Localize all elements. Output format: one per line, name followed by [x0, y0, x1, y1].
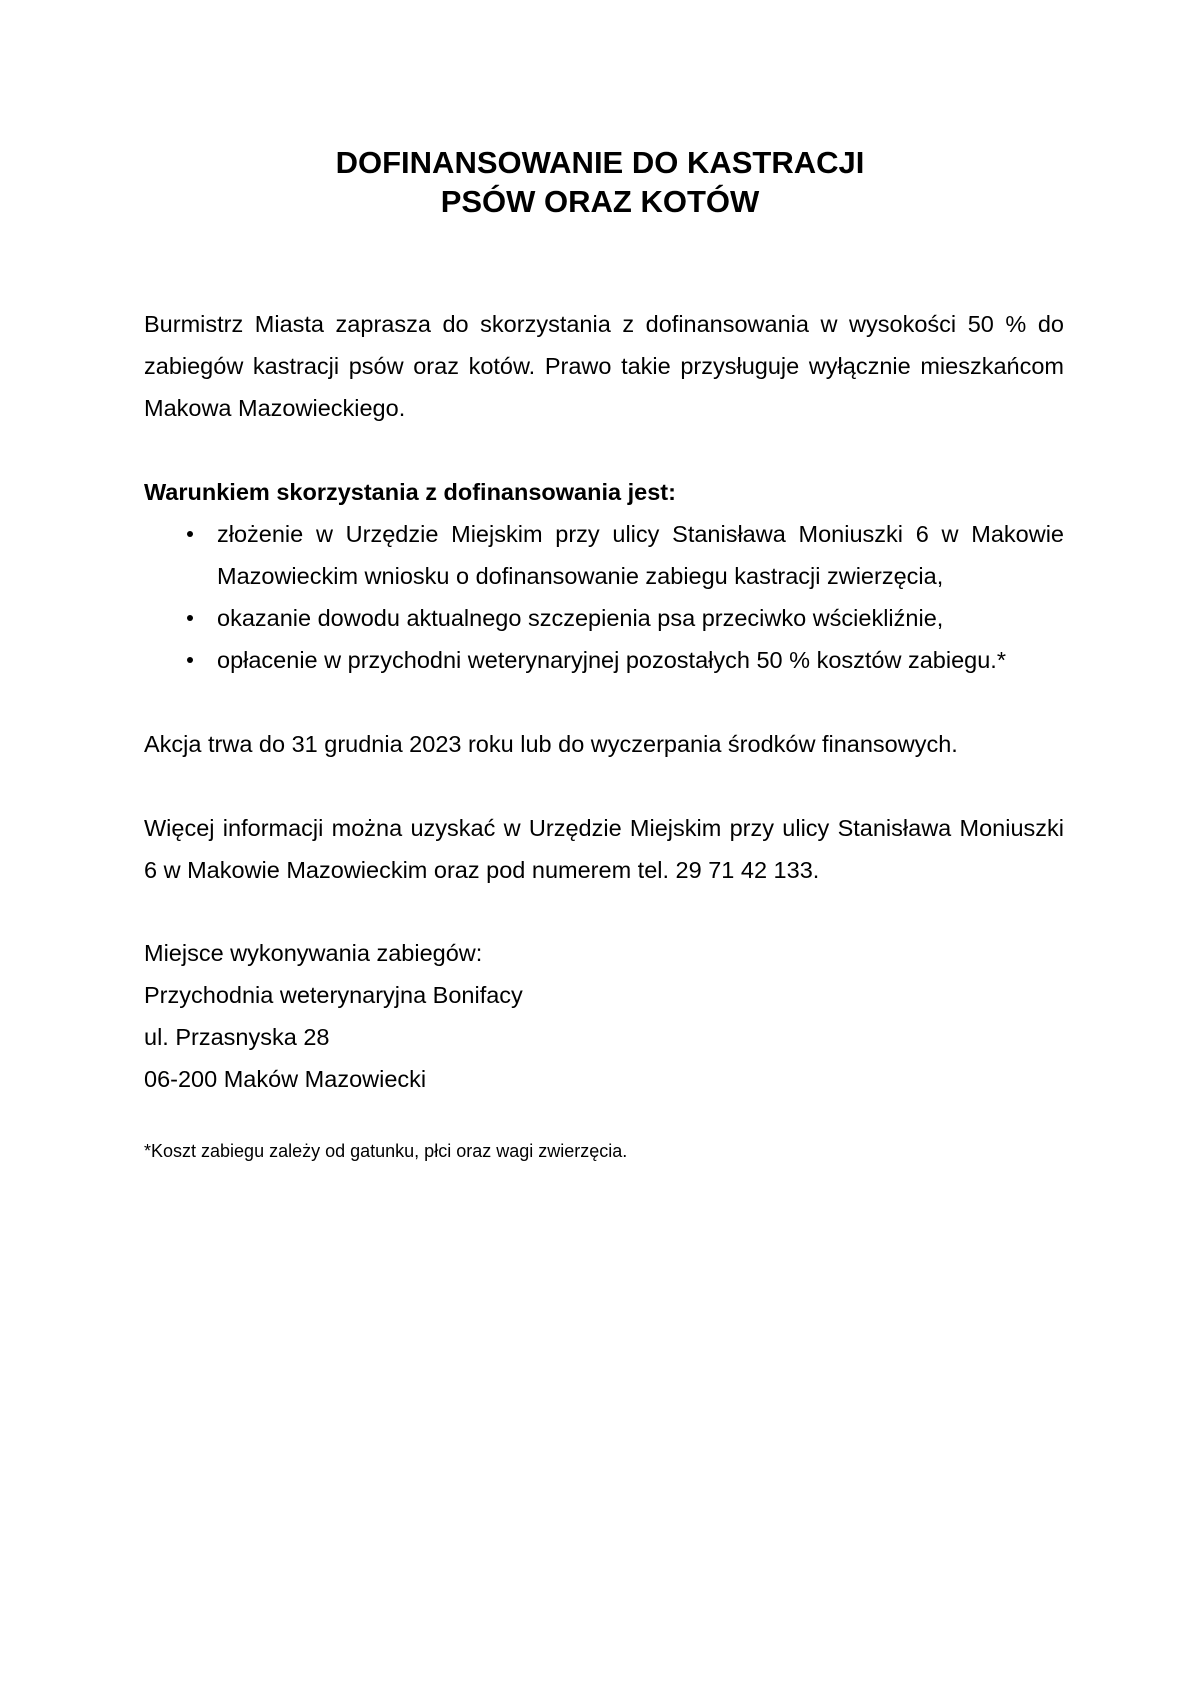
bullet-icon [184, 597, 196, 639]
list-item [144, 513, 1064, 597]
list-item [144, 597, 1064, 639]
place-label: Miejsce wykonywania zabiegów: [144, 940, 483, 966]
place-name: Przychodnia weterynaryjna Bonifacy [144, 982, 523, 1008]
list-item [144, 639, 1064, 681]
list-item-text: okazanie dowodu aktualnego szczepienia psa przeciwko wściekliźnie, [217, 605, 944, 631]
conditions-heading: Warunkiem skorzystania z dofinansowania jest: [144, 479, 676, 505]
place-street: ul. Przasnyska 28 [144, 1024, 330, 1050]
bullet-icon [184, 639, 196, 681]
footnote: *Koszt zabiegu zależy od gatunku, płci oraz wagi zwierzęcia. [144, 1141, 628, 1161]
list-item-text: złożenie w Urzędzie Miejskim przy ulicy Stanisława Moniuszki 6 w Makowie Mazowieckim wniosku o dofinansowanie zabiegu kastracji zwierzęcia, [217, 521, 1064, 589]
more-info-paragraph: Więcej informacji można uzyskać w Urzędzie Miejskim przy ulicy Stanisława Moniuszki 6 w Makowie Mazowieckim oraz pod numerem tel. 29 71 42 133. [144, 815, 1064, 883]
conditions-list [144, 513, 1064, 681]
page-title-line-1: DOFINANSOWANIE DO KASTRACJI [335, 145, 865, 180]
deadline-paragraph: Akcja trwa do 31 grudnia 2023 roku lub do wyczerpania środków finansowych. [144, 731, 958, 757]
list-item-text: opłacenie w przychodni weterynaryjnej pozostałych 50 % kosztów zabiegu.* [217, 647, 1006, 673]
intro-paragraph: Burmistrz Miasta zaprasza do skorzystania z dofinansowania w wysokości 50 % do zabiegów kastracji psów oraz kotów. Prawo takie przysługuje wyłącznie mieszkańcom Makowa Mazowieckiego. [144, 311, 1064, 421]
place-city: 06-200 Maków Mazowiecki [144, 1066, 427, 1092]
bullet-icon [184, 513, 196, 555]
page-title-line-2: PSÓW ORAZ KOTÓW [440, 184, 760, 219]
place-block [144, 932, 1064, 1100]
